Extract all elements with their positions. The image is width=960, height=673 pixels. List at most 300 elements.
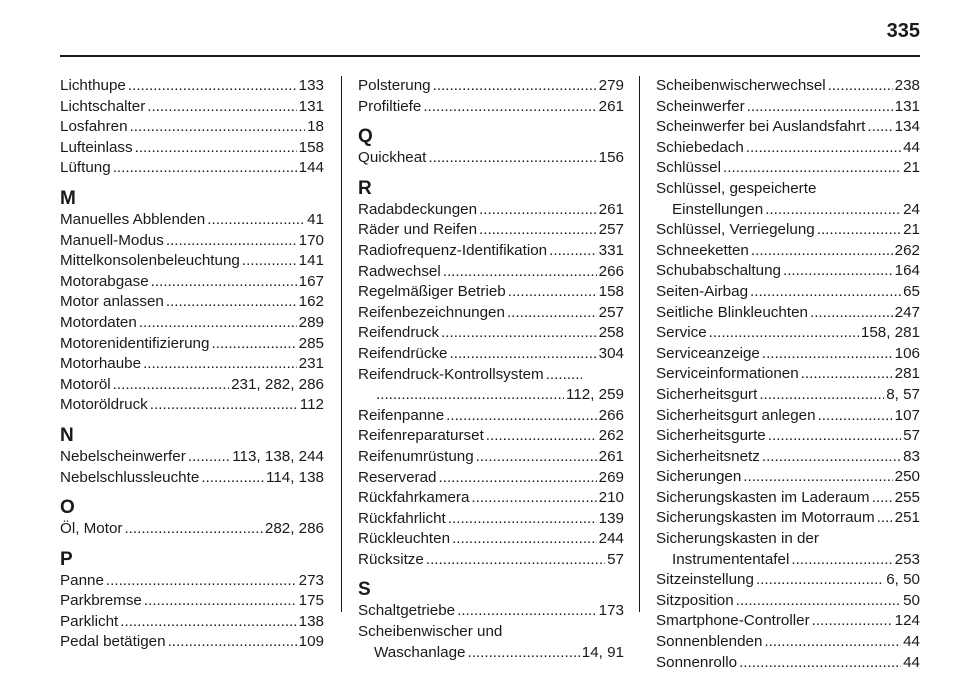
index-entry-term: Schlüssel, gespeicherte (656, 179, 817, 197)
entry-term: Schubabschaltung (656, 262, 781, 280)
entry-term: Serviceinformationen (656, 365, 799, 383)
dot-leader (723, 158, 901, 179)
entry-page: 18 (307, 118, 324, 136)
index-entry (656, 323, 920, 344)
dot-leader (426, 550, 605, 571)
entry-page: 261 (598, 97, 624, 115)
entry-page: 133 (298, 77, 324, 94)
dot-leader (446, 406, 597, 427)
dot-leader (168, 632, 297, 653)
index-entry (60, 375, 324, 396)
index-entry (60, 354, 324, 375)
entry-page: 112, 259 (566, 386, 624, 404)
dot-leader (376, 385, 564, 406)
index-entry-term: Scheibenwischer und (358, 623, 503, 641)
entry-page: 14, 91 (581, 643, 624, 661)
header-rule (60, 55, 920, 57)
dot-leader (762, 344, 893, 365)
entry-page: 269 (598, 468, 624, 486)
dot-leader (124, 519, 262, 540)
dot-leader (151, 272, 297, 293)
entry-term: Sitzposition (656, 591, 734, 609)
index-entry (60, 591, 324, 612)
dot-leader (113, 375, 229, 396)
dot-leader (751, 241, 893, 262)
dot-leader (765, 200, 901, 221)
entry-page: 83 (903, 447, 920, 465)
index-entry (656, 344, 920, 365)
dot-leader (423, 97, 596, 118)
entry-page: 44 (903, 633, 920, 651)
dot-leader (147, 97, 296, 118)
entry-term: Profiltiefe (358, 97, 422, 115)
index-entry (656, 467, 920, 488)
entry-page: 282, 286 (264, 520, 324, 538)
entry-term: Scheinwerfer bei Auslandsfahrt (656, 118, 866, 136)
index-entry (358, 550, 624, 571)
entry-page: 158, 281 (860, 324, 920, 342)
index-entry (358, 282, 624, 303)
index-entry (656, 447, 920, 468)
entry-page: 131 (894, 97, 920, 115)
entry-page: 144 (298, 159, 324, 177)
index-entry (358, 148, 624, 169)
entry-page: 24 (903, 200, 920, 218)
entry-term: Sicherheitsgurt (656, 385, 758, 403)
entry-term: Motorabgase (60, 272, 149, 290)
index-entry (358, 529, 624, 550)
entry-page: 257 (598, 303, 624, 321)
index-entry (656, 76, 920, 97)
dot-leader (486, 426, 597, 447)
entry-term: Seiten-Airbag (656, 282, 749, 300)
entry-term: Reserverad (358, 468, 437, 486)
entry-page: 170 (298, 231, 324, 249)
entry-term: Reifenpanne (358, 406, 445, 424)
entry-term: Sonnenblenden (656, 633, 763, 651)
index-entry (60, 612, 324, 633)
dot-leader (546, 365, 582, 386)
dot-leader (471, 488, 596, 509)
index-entry (656, 653, 920, 673)
index-entry (60, 334, 324, 355)
index-entry (358, 323, 624, 344)
dot-leader (120, 612, 296, 633)
dot-leader (106, 571, 297, 592)
entry-term: Rückfahrlicht (358, 509, 446, 527)
dot-leader (479, 220, 597, 241)
entry-page: 261 (598, 200, 624, 218)
dot-leader (143, 354, 297, 375)
index-entry (358, 426, 624, 447)
entry-page: 164 (894, 262, 920, 280)
index-entry (358, 509, 624, 530)
entry-page: 134 (894, 118, 920, 136)
index-entry (656, 570, 920, 591)
index-entry (656, 200, 920, 221)
index-entry (60, 571, 324, 592)
entry-page: 289 (298, 313, 324, 331)
index-entry (358, 447, 624, 468)
entry-page: 21 (903, 221, 920, 239)
index-entry (60, 519, 324, 540)
entry-page: 162 (298, 293, 324, 311)
index-column-3 (656, 76, 920, 671)
dot-leader (207, 210, 305, 231)
index-entry-term (358, 365, 624, 386)
dot-leader (130, 117, 306, 138)
entry-page: 281 (894, 365, 920, 383)
entry-page: 158 (298, 138, 324, 156)
dot-leader (428, 148, 596, 169)
entry-term: Reifenreparaturset (358, 427, 484, 445)
index-entry (656, 117, 920, 138)
index-entry (656, 508, 920, 529)
entry-page: 113, 138, 244 (232, 447, 324, 465)
entry-term: Reifendrücke (358, 344, 448, 362)
entry-term: Waschanlage (374, 643, 466, 661)
dot-leader (188, 447, 230, 468)
entry-page: 173 (598, 602, 624, 620)
dot-leader (768, 426, 901, 447)
entry-page: 141 (298, 252, 324, 270)
entry-page: 107 (894, 406, 920, 424)
entry-page: 244 (598, 530, 624, 548)
dot-leader (817, 220, 901, 241)
entry-term: Quickheat (358, 149, 427, 167)
dot-leader (128, 76, 297, 97)
dot-leader (441, 323, 597, 344)
index-entry (60, 251, 324, 272)
index-letter-heading: Q (358, 126, 373, 148)
entry-page: 304 (598, 344, 624, 362)
entry-term: Lufteinlass (60, 138, 133, 156)
entry-page: 247 (894, 303, 920, 321)
entry-page: 231 (298, 355, 324, 373)
dot-leader (166, 292, 297, 313)
entry-page: 57 (607, 550, 624, 568)
index-entry (656, 138, 920, 159)
entry-term: Seitliche Blinkleuchten (656, 303, 808, 321)
entry-term: Rückleuchten (358, 530, 451, 548)
index-entry (358, 220, 624, 241)
entry-term: Motoröldruck (60, 396, 148, 414)
entry-term: Sicherheitsgurt anlegen (656, 406, 816, 424)
entry-page: 255 (894, 488, 920, 506)
dot-leader (433, 76, 597, 97)
entry-term: Pedal betätigen (60, 633, 166, 651)
index-entry (60, 313, 324, 334)
entry-term: Sicherungskasten im Motorraum (656, 509, 875, 527)
entry-term: Motorhaube (60, 355, 142, 373)
entry-page: 41 (307, 210, 324, 228)
dot-leader (750, 282, 901, 303)
entry-page: 138 (298, 612, 324, 630)
entry-page: 210 (598, 489, 624, 507)
index-entry (358, 262, 624, 283)
entry-term: Lichtschalter (60, 97, 146, 115)
entry-term: Losfahren (60, 118, 128, 136)
entry-term: Lüftung (60, 159, 111, 177)
entry-term: Schlüssel, Verriegelung (656, 221, 815, 239)
dot-leader (801, 364, 893, 385)
dot-leader (762, 447, 901, 468)
index-entry (358, 488, 624, 509)
entry-term: Einstellungen (672, 200, 764, 218)
dot-leader (508, 282, 597, 303)
entry-term: Rückfahrkamera (358, 489, 470, 507)
entry-page: 139 (598, 509, 624, 527)
entry-page: 57 (903, 427, 920, 445)
entry-page: 262 (894, 241, 920, 259)
index-entry (60, 292, 324, 313)
entry-page: 167 (298, 272, 324, 290)
index-entry (656, 488, 920, 509)
entry-term: Sicherheitsnetz (656, 447, 760, 465)
entry-term: Motordaten (60, 313, 137, 331)
entry-term: Reifenumrüstung (358, 447, 474, 465)
index-entry (656, 97, 920, 118)
dot-leader (872, 488, 893, 509)
entry-term: Rücksitze (358, 550, 424, 568)
index-entry (60, 76, 324, 97)
dot-leader (211, 334, 296, 355)
index-entry (60, 117, 324, 138)
entry-term: Lichthupe (60, 77, 126, 94)
entry-page: 266 (598, 406, 624, 424)
dot-leader (476, 447, 597, 468)
entry-page: 21 (903, 159, 920, 177)
index-letter-heading: O (60, 497, 75, 519)
entry-page: 251 (894, 509, 920, 527)
entry-page: 6, 50 (886, 571, 920, 589)
dot-leader (739, 653, 901, 673)
entry-page: 112 (299, 396, 324, 414)
index-entry (358, 200, 624, 221)
entry-page: 65 (903, 282, 920, 300)
entry-term: Nebelschlussleuchte (60, 468, 200, 486)
index-entry (656, 426, 920, 447)
index-letter-heading: N (60, 424, 74, 446)
index-entry (60, 395, 324, 416)
dot-leader (709, 323, 859, 344)
dot-leader (150, 395, 298, 416)
entry-term: Mittelkonsolenbeleuchtung (60, 252, 240, 270)
index-entry (358, 303, 624, 324)
index-entry (656, 611, 920, 632)
entry-page: 109 (298, 633, 324, 651)
entry-page: 285 (298, 334, 324, 352)
index-entry (656, 364, 920, 385)
index-entry (358, 385, 624, 406)
index-entry (60, 231, 324, 252)
entry-page: 156 (598, 149, 624, 167)
entry-term: Radwechsel (358, 262, 441, 280)
entry-page: 261 (598, 447, 624, 465)
dot-leader (452, 529, 597, 550)
index-entry (60, 210, 324, 231)
entry-term: Schiebedach (656, 138, 744, 156)
dot-leader (810, 303, 893, 324)
entry-page: 279 (598, 77, 624, 94)
entry-term: Scheibenwischerwechsel (656, 77, 826, 94)
entry-page: 114, 138 (266, 468, 324, 486)
entry-term: Radiofrequenz-Identifikation (358, 241, 548, 259)
entry-page: 124 (894, 612, 920, 630)
index-entry (656, 241, 920, 262)
entry-page: 257 (598, 221, 624, 239)
dot-leader (139, 313, 297, 334)
dot-leader (812, 611, 893, 632)
entry-page: 175 (298, 592, 324, 610)
dot-leader (756, 570, 884, 591)
index-letter-heading: R (358, 177, 372, 199)
entry-page: 8, 57 (886, 385, 920, 403)
entry-term: Öl, Motor (60, 520, 123, 538)
index-letter-heading: S (358, 579, 371, 601)
entry-term: Regelmäßiger Betrieb (358, 283, 506, 301)
dot-leader (113, 158, 297, 179)
index-entry (656, 550, 920, 571)
dot-leader (743, 467, 892, 488)
entry-term: Service (656, 324, 707, 342)
index-entry (656, 261, 920, 282)
entry-term: Manuelles Abblenden (60, 210, 206, 228)
dot-leader (443, 262, 597, 283)
column-separator (639, 76, 640, 612)
entry-term: Schneeketten (656, 241, 749, 259)
entry-term: Serviceanzeige (656, 344, 760, 362)
entry-page: 106 (894, 344, 920, 362)
dot-leader (818, 406, 893, 427)
entry-term: Parkbremse (60, 592, 142, 610)
index-entry (60, 632, 324, 653)
dot-leader (759, 385, 884, 406)
dot-leader (166, 231, 297, 252)
index-entry (358, 97, 624, 118)
index-entry (656, 282, 920, 303)
dot-leader (828, 76, 893, 97)
page-number: 335 (886, 20, 920, 42)
entry-page: 258 (598, 324, 624, 342)
entry-page: 231, 282, 286 (231, 375, 324, 393)
entry-term: Räder und Reifen (358, 221, 478, 239)
entry-page: 331 (598, 241, 624, 259)
index-letter-heading: M (60, 187, 76, 209)
dot-leader (783, 261, 893, 282)
dot-leader (867, 117, 892, 138)
entry-term: Scheinwerfer (656, 97, 745, 115)
entry-page: 158 (598, 283, 624, 301)
entry-term: Sicherungskasten im Laderaum (656, 488, 870, 506)
dot-leader (507, 303, 597, 324)
entry-term: Sitzeinstellung (656, 571, 754, 589)
entry-page: 50 (903, 591, 920, 609)
entry-term: Motorenidentifizierung (60, 334, 210, 352)
dot-leader (549, 241, 597, 262)
index-entry (656, 406, 920, 427)
dot-leader (242, 251, 297, 272)
index-entry (656, 591, 920, 612)
dot-leader (791, 550, 892, 571)
index-entry (358, 406, 624, 427)
index-entry (60, 97, 324, 118)
entry-term: Smartphone-Controller (656, 612, 810, 630)
entry-term: Sicherheitsgurte (656, 427, 766, 445)
entry-term: Schlüssel (656, 159, 721, 177)
entry-page: 253 (894, 550, 920, 568)
index-entry (358, 344, 624, 365)
dot-leader (135, 138, 297, 159)
entry-page: 44 (903, 653, 920, 671)
index-entry (656, 220, 920, 241)
dot-leader (747, 97, 893, 118)
index-entry (656, 158, 920, 179)
dot-leader (457, 601, 597, 622)
index-column-2 (358, 76, 624, 661)
dot-leader (439, 468, 597, 489)
entry-page: 273 (298, 571, 324, 589)
index-entry (656, 303, 920, 324)
entry-page: 44 (903, 138, 920, 156)
entry-term: Motoröl (60, 375, 111, 393)
index-entry (358, 601, 624, 622)
dot-leader (144, 591, 297, 612)
entry-page: 262 (598, 427, 624, 445)
entry-term: Nebelscheinwerfer (60, 447, 186, 465)
entry-page: 238 (894, 77, 920, 94)
entry-term: Instrumententafel (672, 550, 790, 568)
dot-leader (448, 509, 597, 530)
index-entry (60, 138, 324, 159)
index-entry (358, 468, 624, 489)
entry-term: Reifenbezeichnungen (358, 303, 505, 321)
dot-leader (736, 591, 901, 612)
dot-leader (877, 508, 893, 529)
entry-term: Sicherungen (656, 468, 742, 486)
dot-leader (467, 643, 579, 664)
index-entry (60, 272, 324, 293)
dot-leader (201, 468, 264, 489)
dot-leader (450, 344, 597, 365)
index-entry-term: Sicherungskasten in der (656, 530, 819, 548)
index-column-1 (60, 76, 324, 651)
entry-term: Reifendruck (358, 324, 440, 342)
entry-term: Motor anlassen (60, 293, 164, 311)
entry-term: Manuell-Modus (60, 231, 164, 249)
entry-term: Schaltgetriebe (358, 602, 456, 620)
index-entry (60, 158, 324, 179)
dot-leader (764, 632, 901, 653)
entry-page: 250 (894, 468, 920, 486)
index-entry (358, 643, 624, 664)
entry-page: 266 (598, 262, 624, 280)
entry-term: Panne (60, 571, 104, 589)
dot-leader (479, 200, 597, 221)
index-entry (358, 241, 624, 262)
entry-term: Polsterung (358, 77, 431, 94)
index-entry (60, 468, 324, 489)
index-letter-heading: P (60, 548, 73, 570)
index-entry (60, 447, 324, 468)
index-entry (656, 632, 920, 653)
column-separator (341, 76, 342, 612)
index-entry (358, 76, 624, 97)
entry-term: Sonnenrollo (656, 653, 738, 671)
entry-term: Radabdeckungen (358, 200, 478, 218)
entry-term: Reifendruck-Kontrollsystem (358, 365, 544, 383)
index-entry (656, 385, 920, 406)
